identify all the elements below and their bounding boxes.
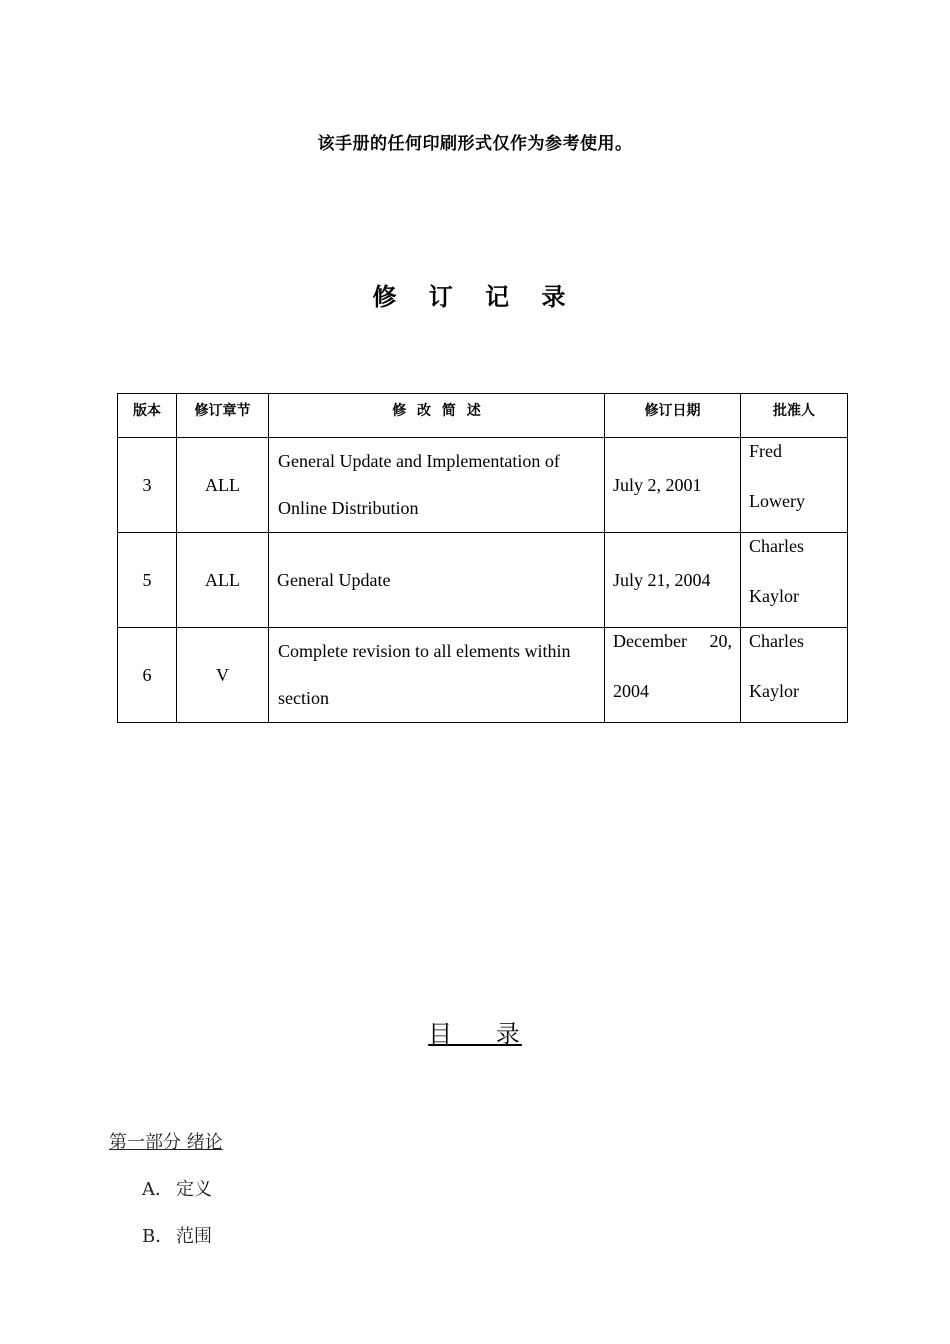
section-cell: ALL bbox=[205, 569, 240, 590]
table-row bbox=[118, 438, 848, 533]
toc-item-definitions[interactable] bbox=[142, 1177, 223, 1203]
approver-last-name: Kaylor bbox=[749, 681, 799, 701]
header-description: 修 改 简 述 bbox=[269, 394, 605, 438]
table-of-contents bbox=[109, 1130, 223, 1250]
approver-cell bbox=[741, 426, 847, 526]
toc-item-letter: A． bbox=[142, 1179, 173, 1200]
date-line-1: December 20, bbox=[613, 631, 732, 651]
approver-first-name: Fred bbox=[749, 441, 782, 461]
approver-last-name: Kaylor bbox=[749, 586, 799, 606]
toc-part-1[interactable]: 第一部分 绪论 bbox=[109, 1132, 223, 1153]
revision-table bbox=[117, 393, 848, 723]
header-version: 版本 bbox=[118, 394, 177, 438]
description-cell: Complete revision to all elements within section bbox=[278, 641, 571, 708]
description-cell: General Update bbox=[277, 569, 391, 590]
toc-item-label: 范围 bbox=[176, 1226, 212, 1247]
version-cell: 6 bbox=[142, 664, 152, 685]
date-line-2: 2004 bbox=[613, 681, 649, 701]
header-approver: 批准人 bbox=[741, 394, 848, 438]
toc-item-label: 定义 bbox=[176, 1179, 212, 1200]
toc-title bbox=[0, 1014, 950, 1049]
date-cell: July 2, 2001 bbox=[613, 474, 702, 495]
reference-notice: 该手册的任何印刷形式仅作为参考使用。 bbox=[317, 134, 633, 154]
toc-title-text: 目 录 bbox=[428, 1020, 522, 1048]
version-cell: 5 bbox=[142, 569, 152, 590]
section-cell: V bbox=[216, 664, 229, 685]
approver-first-name: Charles bbox=[749, 631, 804, 651]
section-cell: ALL bbox=[205, 474, 240, 495]
date-cell bbox=[605, 616, 740, 716]
approver-cell bbox=[741, 616, 847, 716]
toc-item-letter: B． bbox=[142, 1226, 174, 1247]
table-row bbox=[118, 628, 848, 723]
approver-cell bbox=[741, 521, 847, 621]
version-cell: 3 bbox=[142, 474, 152, 495]
revision-record-title: 修 订 记 录 bbox=[372, 283, 578, 311]
approver-first-name: Charles bbox=[749, 536, 804, 556]
table-row bbox=[118, 533, 848, 628]
date-cell: July 21, 2004 bbox=[613, 569, 711, 590]
toc-item-scope[interactable] bbox=[142, 1224, 223, 1250]
revision-table-header bbox=[118, 394, 848, 438]
description-cell: General Update and Implementation of Online Distribution bbox=[278, 451, 560, 518]
approver-last-name: Lowery bbox=[749, 491, 805, 511]
header-section: 修订章节 bbox=[177, 394, 269, 438]
header-date: 修订日期 bbox=[605, 394, 741, 438]
